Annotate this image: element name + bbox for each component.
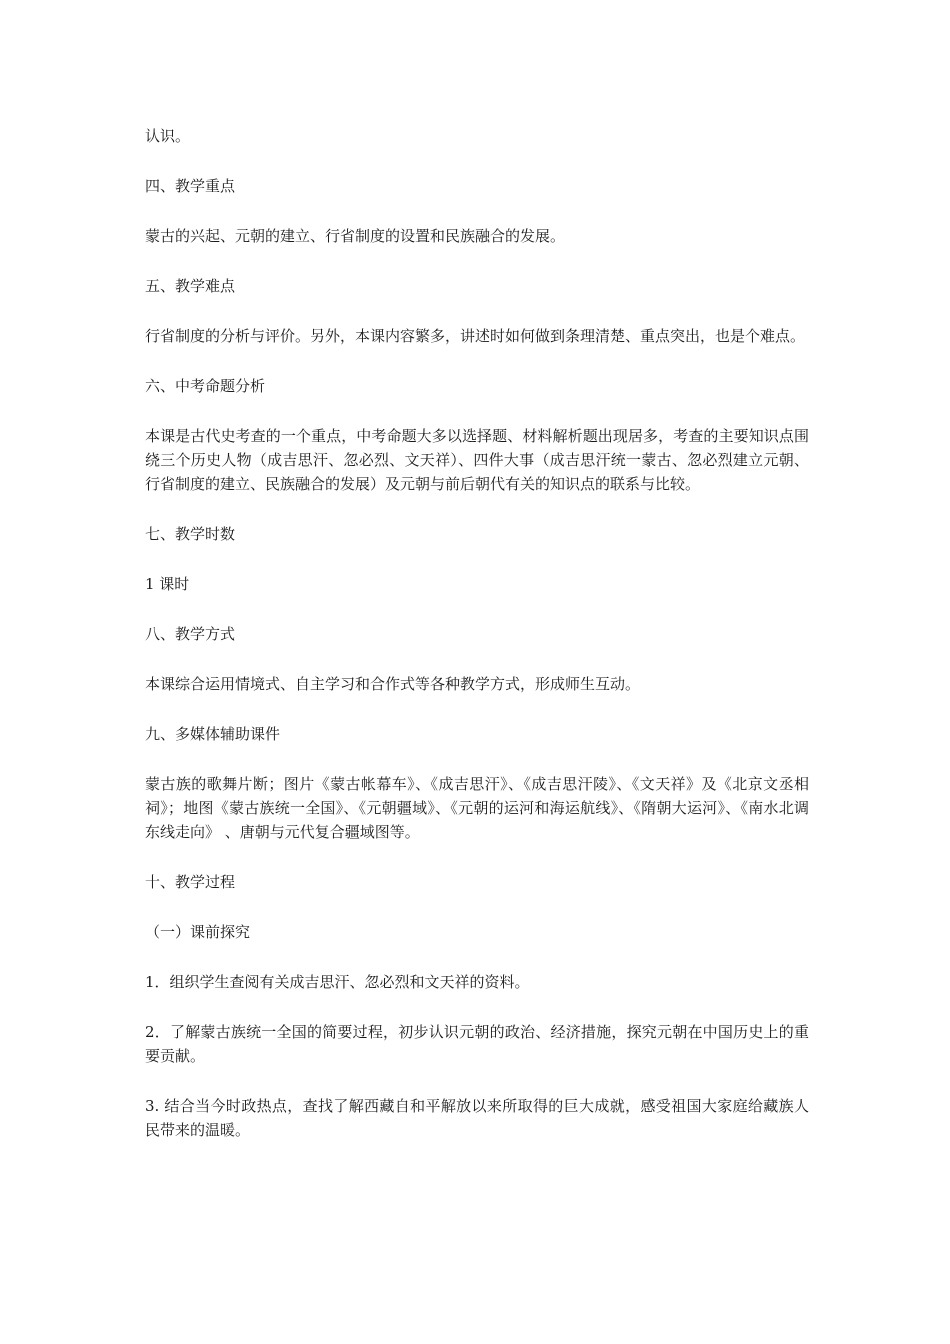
section-heading-teaching-method: 八、教学方式 — [145, 625, 236, 643]
document-page — [145, 124, 809, 1142]
list-item-1: 1．组织学生查阅有关成吉思汗、忽必烈和文天祥的资料。 — [145, 973, 530, 991]
paragraph-teaching-difficulty: 行省制度的分析与评价。另外，本课内容繁多，讲述时如何做到条理清楚、重点突出，也是个难点。 — [145, 327, 806, 345]
paragraph-teaching-hours: 1 课时 — [145, 575, 190, 593]
section-heading-exam-analysis: 六、中考命题分析 — [145, 377, 266, 395]
section-heading-multimedia: 九、多媒体辅助课件 — [145, 725, 281, 743]
section-heading-teaching-focus: 四、教学重点 — [145, 177, 236, 195]
section-heading-teaching-difficulty: 五、教学难点 — [145, 277, 236, 295]
list-item-2: 2．了解蒙古族统一全国的简要过程，初步认识元朝的政治、经济措施，探究元朝在中国历史上的重要贡献。 — [145, 1023, 809, 1065]
section-heading-teaching-hours: 七、教学时数 — [145, 525, 236, 543]
section-heading-teaching-process: 十、教学过程 — [145, 873, 236, 891]
paragraph-teaching-focus: 蒙古的兴起、元朝的建立、行省制度的设置和民族融合的发展。 — [145, 227, 566, 245]
paragraph-multimedia: 蒙古族的歌舞片断；图片《蒙古帐幕车》、《成吉思汗》、《成吉思汗陵》、《文天祥》及《北京文丞相祠》；地图《蒙古族统一全国》、《元朝疆域》、《元朝的运河和海运航线》、《隋朝大运河》、《南水北调东线走向》 、唐朝与元代复合疆域图等。 — [145, 775, 809, 841]
paragraph-teaching-method: 本课综合运用情境式、自主学习和合作式等各种教学方式，形成师生互动。 — [145, 675, 641, 693]
paragraph-continuation: 认识。 — [145, 127, 191, 145]
list-item-3: 3. 结合当今时政热点，查找了解西藏自和平解放以来所取得的巨大成就，感受祖国大家庭给藏族人民带来的温暖。 — [145, 1097, 809, 1139]
subsection-heading-pre-class: （一）课前探究 — [145, 923, 251, 941]
paragraph-exam-analysis: 本课是古代史考查的一个重点，中考命题大多以选择题、材料解析题出现居多，考查的主要知识点围绕三个历史人物（成吉思汗、忽必烈、文天祥）、四件大事（成吉思汗统一蒙古、忽必烈建立元朝、行省制度的建立、民族融合的发展）及元朝与前后朝代有关的知识点的联系与比较。 — [145, 427, 809, 493]
